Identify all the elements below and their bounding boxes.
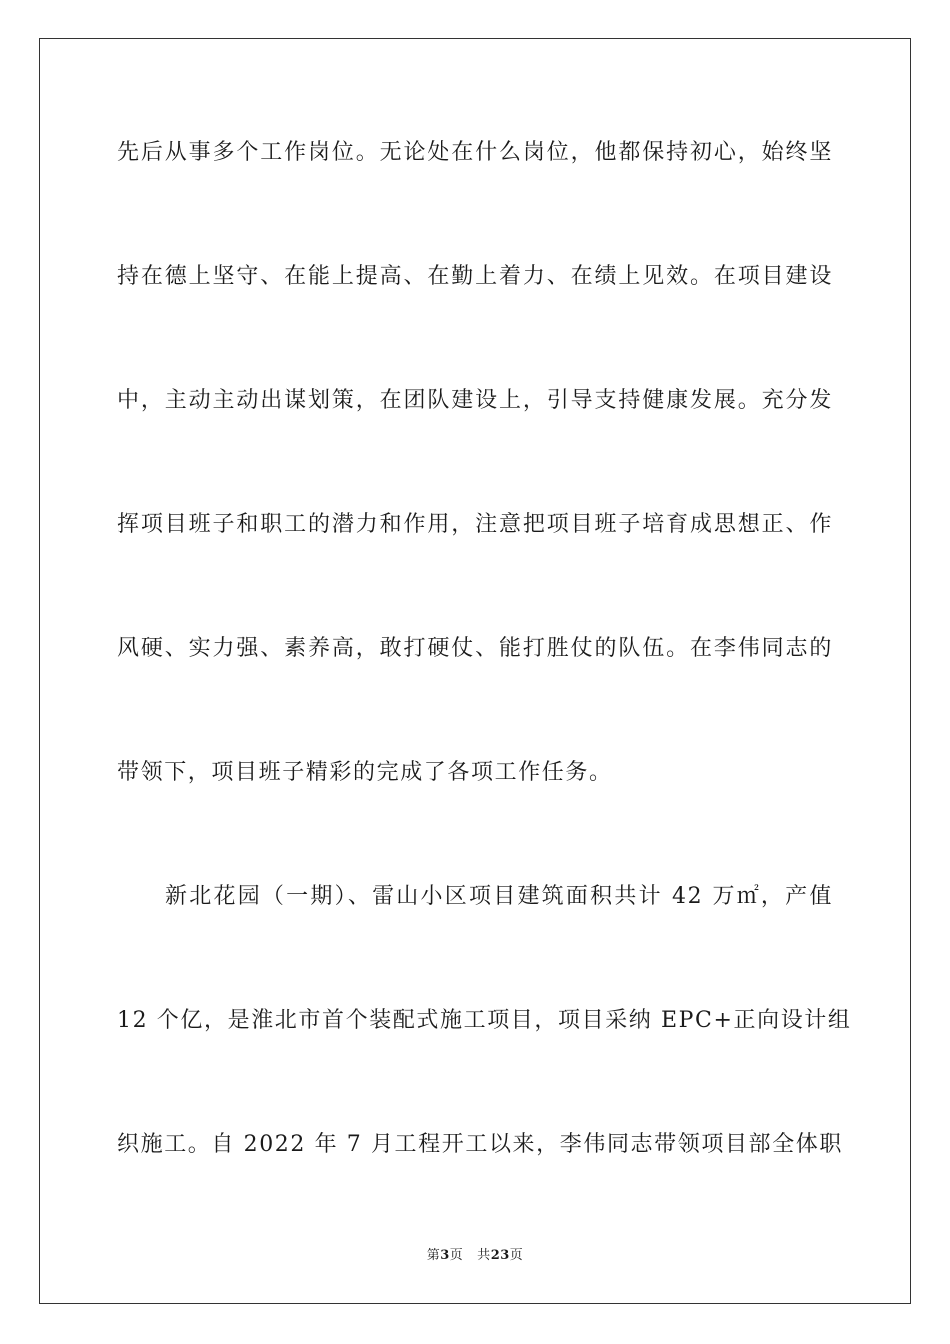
page-suffix: 页 (449, 1248, 464, 1263)
total-prefix: 共 (477, 1248, 491, 1263)
body-text-line-1: 先后从事多个工作岗位。无论处在什么岗位，他都保持初心，始终坚 (117, 140, 833, 165)
body-text-line-7: 新北花园（一期）、雷山小区项目建筑面积共计 42 万㎡，产值 (165, 884, 833, 909)
page-footer (0, 1247, 950, 1265)
page-border (39, 38, 911, 1304)
body-text-line-8: 12 个亿，是淮北市首个装配式施工项目，项目采纳 EPC+正向设计组 (117, 1008, 852, 1033)
current-page-number: 3 (440, 1248, 450, 1263)
total-suffix: 页 (509, 1248, 524, 1263)
body-text-line-6: 带领下，项目班子精彩的完成了各项工作任务。 (117, 760, 613, 785)
page-prefix: 第 (426, 1248, 441, 1263)
total-pages-number: 23 (490, 1248, 510, 1263)
body-text-line-2: 持在德上坚守、在能上提高、在勤上着力、在绩上见效。在项目建设 (117, 264, 833, 289)
body-text-line-9: 织施工。自 2022 年 7 月工程开工以来，李伟同志带领项目部全体职 (117, 1132, 843, 1157)
body-text-line-4: 挥项目班子和职工的潜力和作用，注意把项目班子培育成思想正、作 (117, 512, 833, 537)
body-text-line-5: 风硬、实力强、素养高，敢打硬仗、能打胜仗的队伍。在李伟同志的 (117, 636, 833, 661)
body-text-line-3: 中，主动主动出谋划策，在团队建设上，引导支持健康发展。充分发 (117, 388, 833, 413)
